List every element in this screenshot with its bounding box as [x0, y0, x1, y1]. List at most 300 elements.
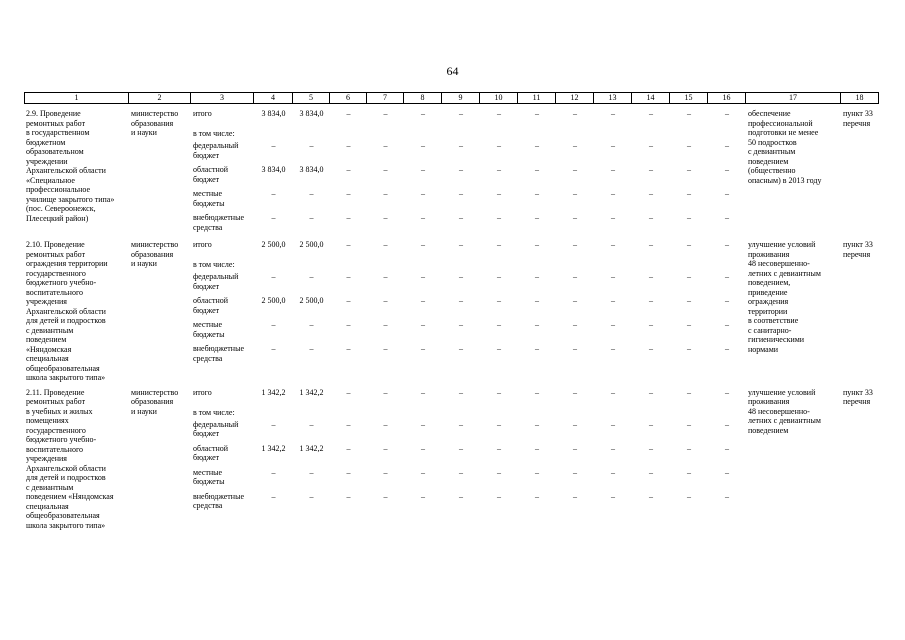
- amount-cell: –: [687, 213, 691, 222]
- header-cell: 12: [556, 92, 594, 104]
- funding-row: [191, 260, 746, 272]
- amount-cell: –: [497, 141, 501, 150]
- amount-cell: –: [649, 320, 653, 329]
- amount-cell: [632, 260, 670, 272]
- amount-cell: –: [346, 272, 351, 281]
- amount-cell: –: [497, 443, 501, 453]
- reference-cell: пункт 33 перечня: [843, 109, 873, 128]
- source-label: итого: [193, 109, 212, 118]
- amount-cell: –: [421, 491, 425, 501]
- amount-cell: [254, 408, 293, 420]
- source-label: в том числе:: [193, 129, 235, 138]
- amount-cell: –: [573, 141, 577, 150]
- amount-cell: –: [459, 189, 463, 198]
- header-cell: 7: [367, 92, 404, 104]
- amount-cell: –: [611, 320, 615, 329]
- executor-cell: министерство образования и науки: [131, 109, 179, 137]
- header-cell: 2: [129, 92, 191, 104]
- amount-cell: –: [725, 344, 729, 353]
- amount-cell: –: [725, 320, 729, 329]
- amount-cell: –: [535, 213, 539, 222]
- amount-cell: –: [383, 467, 388, 477]
- amount-cell: –: [497, 419, 501, 429]
- source-label: областной бюджет: [193, 165, 229, 184]
- header-cell: 5: [293, 92, 330, 104]
- amount-cell: –: [497, 272, 501, 281]
- amount-cell: –: [421, 419, 425, 429]
- amount-cell: –: [725, 141, 729, 150]
- source-label: федеральный бюджет: [193, 272, 239, 291]
- amount-cell: –: [535, 467, 539, 477]
- amount-cell: –: [383, 165, 388, 174]
- amount-cell: –: [497, 189, 501, 198]
- source-label: итого: [193, 387, 212, 397]
- amount-cell: [708, 408, 746, 420]
- amount-cell: –: [725, 109, 729, 118]
- amount-cell: 3 834,0: [299, 109, 324, 118]
- amount-cell: –: [271, 467, 276, 477]
- amount-cell: –: [611, 467, 615, 477]
- funding-sources: [191, 240, 746, 383]
- executor-cell: министерство образования и науки: [131, 387, 179, 416]
- funding-row: [191, 388, 746, 408]
- amount-cell: –: [421, 189, 425, 198]
- amount-cell: –: [346, 467, 351, 477]
- amount-cell: –: [725, 387, 729, 397]
- amount-cell: [404, 129, 442, 141]
- amount-cell: [330, 129, 367, 141]
- amount-cell: –: [421, 320, 425, 329]
- amount-cell: [594, 260, 632, 272]
- amount-cell: –: [649, 344, 653, 353]
- header-cell: 10: [480, 92, 518, 104]
- amount-cell: –: [421, 272, 425, 281]
- amount-cell: –: [611, 296, 615, 305]
- amount-cell: 3 834,0: [299, 165, 324, 174]
- source-label: итого: [193, 240, 212, 249]
- amount-cell: 2 500,0: [299, 240, 324, 249]
- amount-cell: –: [725, 165, 729, 174]
- amount-cell: [404, 408, 442, 420]
- funding-row: [191, 129, 746, 141]
- amount-cell: –: [346, 240, 351, 249]
- amount-cell: –: [573, 165, 577, 174]
- amount-cell: –: [497, 109, 501, 118]
- source-label: федеральный бюджет: [193, 141, 239, 160]
- amount-cell: [330, 260, 367, 272]
- amount-cell: –: [459, 109, 463, 118]
- amount-cell: –: [346, 443, 351, 453]
- amount-cell: –: [497, 467, 501, 477]
- amount-cell: –: [459, 296, 463, 305]
- amount-cell: –: [421, 109, 425, 118]
- amount-cell: [556, 260, 594, 272]
- amount-cell: –: [725, 240, 729, 249]
- source-label: в том числе:: [193, 407, 235, 417]
- amount-cell: [708, 260, 746, 272]
- amount-cell: –: [725, 189, 729, 198]
- page-number: 64: [446, 64, 459, 78]
- amount-cell: [293, 129, 330, 141]
- header-cell: 18: [841, 92, 879, 104]
- source-label: областной бюджет: [193, 296, 229, 315]
- amount-cell: [556, 129, 594, 141]
- result-cell: обеспечение профессиональной подготовки не менее 50 подростков с девиантным поведением (общественно опасным) в 2013 году: [748, 109, 822, 185]
- amount-cell: –: [309, 320, 314, 329]
- funding-row: [191, 444, 746, 468]
- amount-cell: –: [346, 419, 351, 429]
- amount-cell: –: [649, 387, 653, 397]
- amount-cell: –: [383, 141, 388, 150]
- amount-cell: [254, 260, 293, 272]
- amount-cell: –: [649, 443, 653, 453]
- amount-cell: –: [271, 419, 276, 429]
- source-label: федеральный бюджет: [193, 419, 239, 438]
- amount-cell: –: [687, 165, 691, 174]
- amount-cell: –: [687, 296, 691, 305]
- amount-cell: –: [346, 189, 351, 198]
- table-header-row: [24, 92, 881, 104]
- funding-row: [191, 240, 746, 260]
- amount-cell: –: [497, 491, 501, 501]
- funding-row: [191, 109, 746, 129]
- amount-cell: –: [611, 344, 615, 353]
- amount-cell: –: [383, 344, 388, 353]
- amount-cell: [254, 129, 293, 141]
- amount-cell: –: [459, 491, 463, 501]
- amount-cell: –: [611, 189, 615, 198]
- amount-cell: –: [309, 491, 314, 501]
- amount-cell: –: [535, 189, 539, 198]
- header-cell: 1: [24, 92, 129, 104]
- amount-cell: –: [611, 240, 615, 249]
- amount-cell: [293, 408, 330, 420]
- amount-cell: –: [687, 491, 691, 501]
- amount-cell: –: [497, 344, 501, 353]
- amount-cell: [367, 129, 404, 141]
- amount-cell: –: [687, 109, 691, 118]
- amount-cell: –: [611, 165, 615, 174]
- amount-cell: 2 500,0: [261, 296, 286, 305]
- amount-cell: [670, 260, 708, 272]
- funding-row: [191, 272, 746, 296]
- amount-cell: –: [649, 491, 653, 501]
- amount-cell: –: [421, 213, 425, 222]
- funding-row: [191, 468, 746, 492]
- amount-cell: –: [383, 320, 388, 329]
- amount-cell: [556, 408, 594, 420]
- amount-cell: –: [649, 419, 653, 429]
- amount-cell: –: [497, 296, 501, 305]
- amount-cell: –: [459, 344, 463, 353]
- funding-sources: [191, 109, 746, 235]
- table-row-block: [24, 109, 881, 235]
- amount-cell: [632, 408, 670, 420]
- amount-cell: 3 834,0: [261, 165, 286, 174]
- amount-cell: –: [687, 141, 691, 150]
- amount-cell: –: [611, 443, 615, 453]
- header-cell: 9: [442, 92, 480, 104]
- amount-cell: –: [309, 419, 314, 429]
- table-row-block: [24, 240, 881, 383]
- funding-row: [191, 408, 746, 420]
- amount-cell: –: [309, 272, 314, 281]
- amount-cell: –: [421, 240, 425, 249]
- amount-cell: [518, 129, 556, 141]
- funding-sources: [191, 388, 746, 531]
- amount-cell: –: [611, 272, 615, 281]
- amount-cell: –: [573, 272, 577, 281]
- amount-cell: –: [687, 387, 691, 397]
- amount-cell: –: [535, 272, 539, 281]
- amount-cell: –: [459, 387, 463, 397]
- amount-cell: –: [309, 344, 314, 353]
- source-label: местные бюджеты: [193, 467, 225, 486]
- amount-cell: [442, 129, 480, 141]
- amount-cell: –: [383, 387, 388, 397]
- amount-cell: –: [383, 272, 388, 281]
- amount-cell: –: [573, 387, 577, 397]
- amount-cell: –: [535, 109, 539, 118]
- amount-cell: [330, 408, 367, 420]
- amount-cell: –: [271, 491, 276, 501]
- amount-cell: [518, 260, 556, 272]
- reference-cell: пункт 33 перечня: [843, 240, 873, 259]
- amount-cell: 1 342,2: [299, 387, 324, 397]
- funding-row: [191, 320, 746, 344]
- header-cell: 13: [594, 92, 632, 104]
- amount-cell: –: [687, 419, 691, 429]
- amount-cell: –: [346, 213, 351, 222]
- amount-cell: 1 342,2: [299, 443, 324, 453]
- amount-cell: –: [573, 240, 577, 249]
- amount-cell: –: [573, 467, 577, 477]
- header-cell: 14: [632, 92, 670, 104]
- activity-cell: 2.9. Проведение ремонтных работ в государственном бюджетном образовательном учреждении Архангельской области «Специальное профессиональное училище закрытого типа» (пос. Североонежск, Плесецкий район): [26, 109, 115, 223]
- funding-row: [191, 344, 746, 366]
- amount-cell: –: [497, 387, 501, 397]
- amount-cell: –: [421, 467, 425, 477]
- amount-cell: –: [649, 165, 653, 174]
- amount-cell: –: [725, 443, 729, 453]
- amount-cell: –: [611, 387, 615, 397]
- amount-cell: [442, 260, 480, 272]
- amount-cell: [367, 408, 404, 420]
- amount-cell: [480, 408, 518, 420]
- source-label: внебюджетные средства: [193, 491, 244, 510]
- amount-cell: –: [573, 189, 577, 198]
- result-cell: улучшение условий проживания 48 несовершенно- летних с девиантным поведением: [748, 387, 821, 435]
- header-cell: 11: [518, 92, 556, 104]
- header-cell: 17: [746, 92, 841, 104]
- amount-cell: –: [459, 419, 463, 429]
- amount-cell: –: [421, 387, 425, 397]
- amount-cell: –: [649, 189, 653, 198]
- amount-cell: –: [271, 320, 276, 329]
- amount-cell: [670, 408, 708, 420]
- source-label: внебюджетные средства: [193, 213, 244, 232]
- amount-cell: [480, 129, 518, 141]
- amount-cell: –: [309, 141, 314, 150]
- amount-cell: –: [725, 419, 729, 429]
- amount-cell: –: [459, 213, 463, 222]
- funding-row: [191, 141, 746, 165]
- amount-cell: 3 834,0: [261, 109, 286, 118]
- amount-cell: –: [535, 296, 539, 305]
- amount-cell: [632, 129, 670, 141]
- amount-cell: [594, 129, 632, 141]
- amount-cell: –: [459, 443, 463, 453]
- amount-cell: –: [649, 240, 653, 249]
- amount-cell: –: [535, 141, 539, 150]
- activity-cell: 2.11. Проведение ремонтных работ в учебных и жилых помещениях государственного бюджетного учебно- воспитательного учреждения Архангельской области для детей и подростков с девиантным поведением «Няндомская специальная общеобразовательная школа закрытого типа»: [26, 387, 114, 530]
- amount-cell: –: [687, 443, 691, 453]
- amount-cell: –: [271, 344, 276, 353]
- source-label: местные бюджеты: [193, 320, 225, 339]
- amount-cell: –: [383, 491, 388, 501]
- header-cell: 15: [670, 92, 708, 104]
- amount-cell: –: [346, 109, 351, 118]
- amount-cell: –: [421, 141, 425, 150]
- amount-cell: [404, 260, 442, 272]
- amount-cell: –: [535, 443, 539, 453]
- amount-cell: –: [573, 296, 577, 305]
- amount-cell: –: [383, 213, 388, 222]
- amount-cell: [670, 129, 708, 141]
- funding-row: [191, 296, 746, 320]
- amount-cell: –: [687, 189, 691, 198]
- amount-cell: –: [383, 189, 388, 198]
- amount-cell: –: [725, 491, 729, 501]
- source-label: местные бюджеты: [193, 189, 225, 208]
- amount-cell: –: [535, 320, 539, 329]
- amount-cell: [594, 408, 632, 420]
- amount-cell: –: [687, 344, 691, 353]
- amount-cell: –: [383, 419, 388, 429]
- amount-cell: –: [497, 320, 501, 329]
- amount-cell: –: [346, 344, 351, 353]
- amount-cell: –: [649, 213, 653, 222]
- header-cell: 3: [191, 92, 254, 104]
- amount-cell: 2 500,0: [299, 296, 324, 305]
- amount-cell: –: [725, 272, 729, 281]
- amount-cell: –: [459, 165, 463, 174]
- amount-cell: –: [535, 387, 539, 397]
- amount-cell: –: [611, 419, 615, 429]
- amount-cell: –: [346, 296, 351, 305]
- header-cell: 16: [708, 92, 746, 104]
- amount-cell: –: [611, 109, 615, 118]
- source-label: в том числе:: [193, 260, 235, 269]
- amount-cell: –: [535, 491, 539, 501]
- funding-row: [191, 213, 746, 235]
- amount-cell: –: [459, 467, 463, 477]
- amount-cell: –: [535, 344, 539, 353]
- amount-cell: [293, 260, 330, 272]
- amount-cell: [708, 129, 746, 141]
- reference-cell: пункт 33 перечня: [843, 387, 873, 406]
- amount-cell: [480, 260, 518, 272]
- source-label: внебюджетные средства: [193, 344, 244, 363]
- header-cell: 4: [254, 92, 293, 104]
- amount-cell: –: [649, 141, 653, 150]
- amount-cell: –: [421, 165, 425, 174]
- amount-cell: –: [573, 344, 577, 353]
- amount-cell: –: [383, 240, 388, 249]
- amount-cell: –: [346, 165, 351, 174]
- amount-cell: –: [271, 213, 276, 222]
- amount-cell: –: [649, 272, 653, 281]
- amount-cell: [442, 408, 480, 420]
- amount-cell: –: [535, 419, 539, 429]
- funding-row: [191, 492, 746, 514]
- amount-cell: –: [573, 109, 577, 118]
- amount-cell: –: [611, 141, 615, 150]
- header-cell: 8: [404, 92, 442, 104]
- amount-cell: –: [309, 467, 314, 477]
- amount-cell: –: [687, 467, 691, 477]
- amount-cell: –: [649, 296, 653, 305]
- amount-cell: –: [497, 165, 501, 174]
- amount-cell: –: [459, 272, 463, 281]
- amount-cell: –: [383, 443, 388, 453]
- amount-cell: –: [573, 491, 577, 501]
- amount-cell: –: [346, 141, 351, 150]
- source-label: областной бюджет: [193, 443, 229, 462]
- executor-cell: министерство образования и науки: [131, 240, 179, 268]
- amount-cell: [367, 260, 404, 272]
- amount-cell: 1 342,2: [261, 443, 286, 453]
- amount-cell: –: [383, 296, 388, 305]
- amount-cell: [518, 408, 556, 420]
- amount-cell: –: [346, 491, 351, 501]
- amount-cell: –: [421, 344, 425, 353]
- funding-row: [191, 189, 746, 213]
- result-cell: улучшение условий проживания 48 несовершенно- летних с девиантным поведением, приведение ограждения территории в соответствие с санитарно- гигиеническими нормами: [748, 240, 821, 354]
- amount-cell: –: [459, 240, 463, 249]
- amount-cell: –: [535, 165, 539, 174]
- amount-cell: –: [271, 141, 276, 150]
- amount-cell: –: [535, 240, 539, 249]
- header-cell: 6: [330, 92, 367, 104]
- amount-cell: –: [346, 320, 351, 329]
- amount-cell: –: [611, 491, 615, 501]
- amount-cell: –: [421, 443, 425, 453]
- amount-cell: 2 500,0: [261, 240, 286, 249]
- amount-cell: –: [459, 141, 463, 150]
- amount-cell: –: [649, 467, 653, 477]
- table-row-block: [24, 388, 881, 531]
- funding-row: [191, 420, 746, 444]
- amount-cell: –: [346, 387, 351, 397]
- amount-cell: –: [421, 296, 425, 305]
- amount-cell: –: [649, 109, 653, 118]
- amount-cell: –: [687, 272, 691, 281]
- amount-cell: –: [271, 189, 276, 198]
- funding-row: [191, 165, 746, 189]
- amount-cell: –: [497, 240, 501, 249]
- amount-cell: 1 342,2: [261, 387, 286, 397]
- amount-cell: –: [611, 213, 615, 222]
- amount-cell: –: [309, 189, 314, 198]
- amount-cell: –: [497, 213, 501, 222]
- program-table: [24, 92, 881, 530]
- amount-cell: –: [573, 443, 577, 453]
- amount-cell: –: [573, 213, 577, 222]
- amount-cell: –: [687, 320, 691, 329]
- amount-cell: –: [725, 467, 729, 477]
- activity-cell: 2.10. Проведение ремонтных работ ограждения территории государственного бюджетного учебно- воспитательного учреждения Архангельской области для детей и подростков с девиантным поведением «Няндомская специальная общеобразовательная школа закрытого типа»: [26, 240, 108, 382]
